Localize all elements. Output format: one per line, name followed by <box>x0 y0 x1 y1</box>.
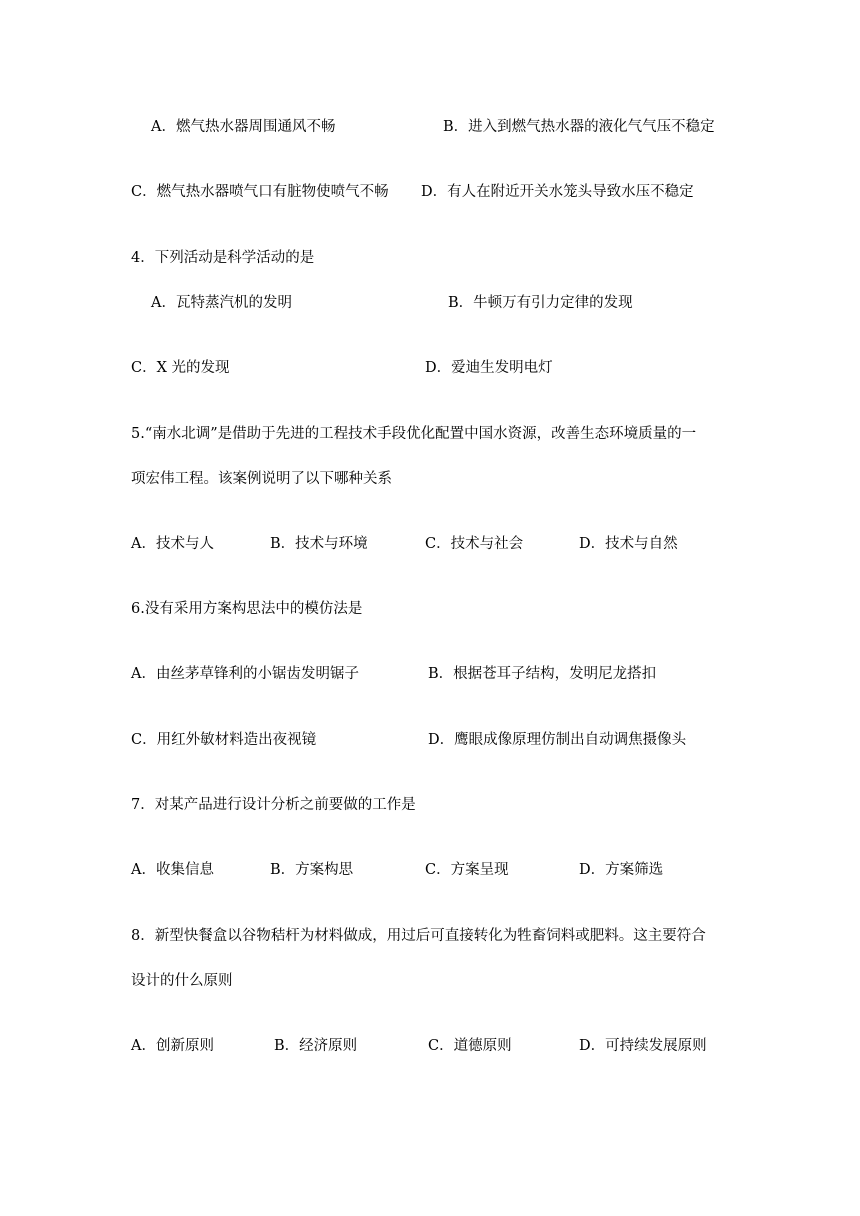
q6-option-b: B．根据苍耳子结构，发明尼龙搭扣 <box>428 666 657 682</box>
q8-stem-line1: 8．新型快餐盒以谷物秸杆为材料做成，用过后可直接转化为牲畜饲料或肥料。这主要符合 <box>131 928 706 944</box>
q3-option-a: A．燃气热水器周围通风不畅 <box>151 119 336 135</box>
q6-stem: 6.没有采用方案构思法中的模仿法是 <box>131 601 363 617</box>
q8-option-d: D．可持续发展原则 <box>579 1038 707 1054</box>
q4-option-b: B．牛顿万有引力定律的发现 <box>448 295 633 311</box>
q7-option-c: C．方案呈现 <box>425 862 509 878</box>
q8-stem-line2: 设计的什么原则 <box>131 973 233 989</box>
q5-option-c: C．技术与社会 <box>425 536 524 552</box>
q5-option-d: D．技术与自然 <box>579 536 678 552</box>
q8-option-a: A．创新原则 <box>131 1038 214 1054</box>
q4-stem: 4．下列活动是科学活动的是 <box>131 250 315 266</box>
q6-option-d: D．鹰眼成像原理仿制出自动调焦摄像头 <box>428 732 687 748</box>
q8-option-b: B．经济原则 <box>274 1038 358 1054</box>
q3-option-b: B．进入到燃气热水器的液化气气压不稳定 <box>443 119 715 135</box>
q8-option-c: C．道德原则 <box>428 1038 512 1054</box>
q5-option-a: A．技术与人 <box>131 536 214 552</box>
q5-stem-line1: 5.“南水北调”是借助于先进的工程技术手段优化配置中国水资源，改善生态环境质量的一 <box>131 426 697 442</box>
q7-stem: 7．对某产品进行设计分析之前要做的工作是 <box>131 797 416 813</box>
q7-option-a: A．收集信息 <box>131 862 214 878</box>
q5-stem-line2: 项宏伟工程。该案例说明了以下哪种关系 <box>131 471 392 487</box>
q3-option-d: D．有人在附近开关水笼头导致水压不稳定 <box>421 184 694 200</box>
q4-option-c: C．X 光的发现 <box>131 360 230 376</box>
q4-option-d: D．爱迪生发明电灯 <box>425 360 553 376</box>
q7-option-d: D．方案筛选 <box>579 862 664 878</box>
q6-option-a: A．由丝茅草锋利的小锯齿发明锯子 <box>131 666 359 682</box>
q3-option-c: C．燃气热水器喷气口有脏物使喷气不畅 <box>131 184 389 200</box>
q7-option-b: B．方案构思 <box>270 862 354 878</box>
q6-option-c: C．用红外敏材料造出夜视镜 <box>131 732 317 748</box>
q5-option-b: B．技术与环境 <box>270 536 368 552</box>
q4-option-a: A．瓦特蒸汽机的发明 <box>151 295 292 311</box>
